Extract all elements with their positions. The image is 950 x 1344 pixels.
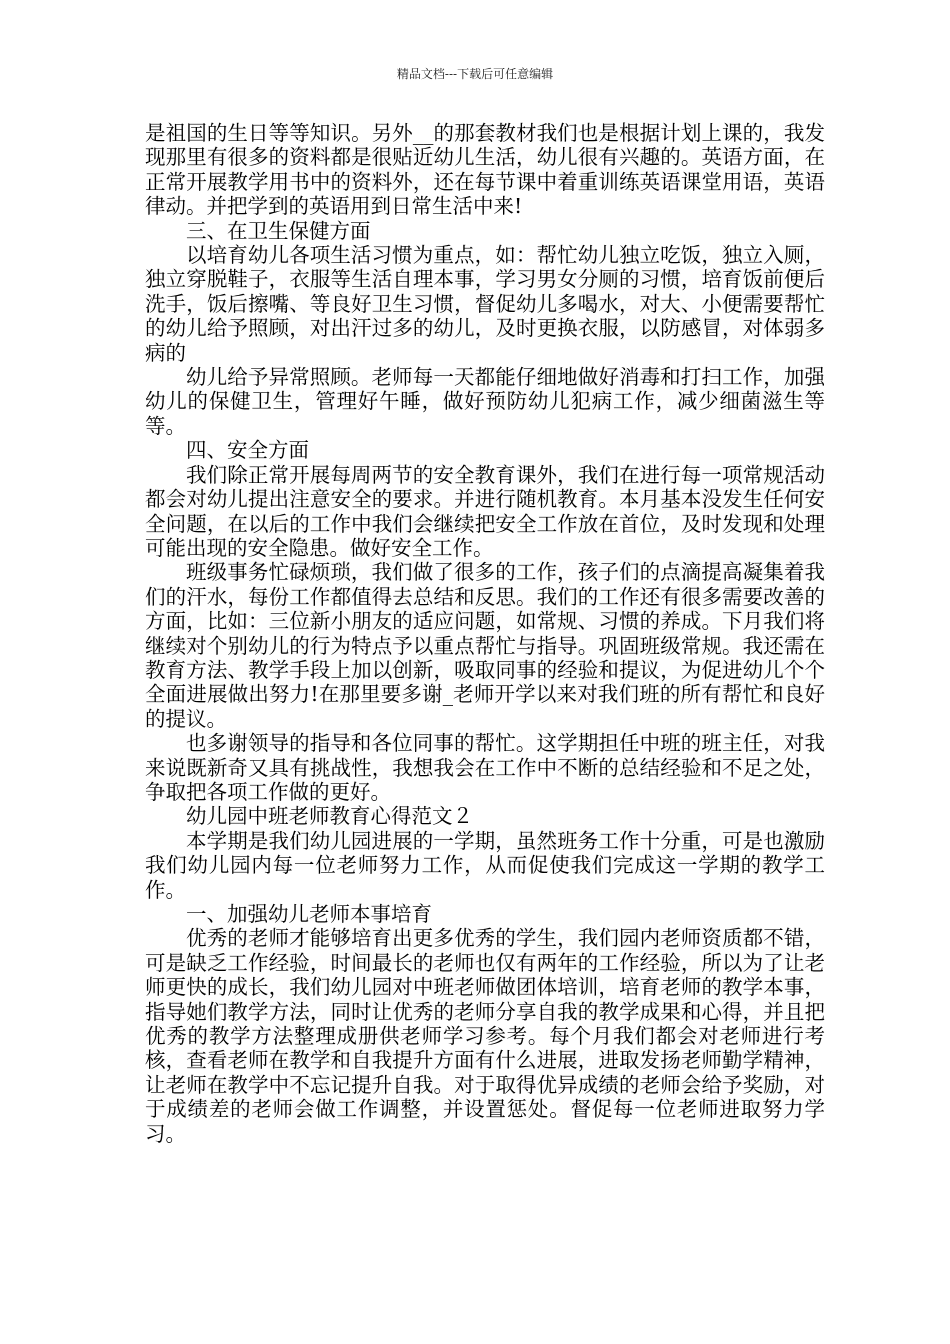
essay-title-2: 幼儿园中班老师教育心得范文２: [186, 804, 473, 829]
section-heading-hygiene: 三、在卫生保健方面: [186, 218, 371, 243]
paragraph-3: 以培育幼儿各项生活习惯为重点，如：帮忙幼儿独立吃饭，独立入厕，独立穿脱鞋子，衣服等生活自理本事，学习男女分厕的习惯，培育饭前便后洗手，饭后擦嘴、等良好卫生习惯，督促幼儿多喝水，对大、小便需要帮忙的幼儿给予照顾，对出汗过多的幼儿，及时更换衣服，以防感冒，对体弱多病的: [145, 243, 825, 365]
paragraph-12: 优秀的老师才能够培育出更多优秀的学生，我们园内老师资质都不错，可是缺乏工作经验，时间最长的老师也仅有两年的工作经验，所以为了让老师更快的成长，我们幼儿园对中班老师做团体培训，培育老师的教学本事，指导她们教学方法，同时让优秀的老师分享自我的教学成果和心得，并且把优秀的教学方法整理成册供老师学习参考。每个月我们都会对老师进行考核，查看老师在教学和自我提升方面有什么进展，进取发扬老师勤学精神，让老师在教学中不忘记提升自我。对于取得优异成绩的老师会给予奖励，对于成绩差的老师会做工作调整，并设置惩处。督促每一位老师进取努力学习。: [145, 926, 825, 1146]
paragraph-1: 是祖国的生日等等知识。另外__的那套教材我们也是根据计划上课的，我发现那里有很多的资料都是很贴近幼儿生活，幼儿很有兴趣的。英语方面，在正常开展教学用书中的资料外，还在每节课中着重训练英语课堂用语，英语律动。并把学到的英语用到日常生活中来!: [145, 121, 825, 219]
paragraph-4: 幼儿给予异常照顾。老师每一天都能仔细地做好消毒和打扫工作，加强幼儿的保健卫生，管理好午睡，做好预防幼儿犯病工作，减少细菌滋生等等。: [145, 365, 825, 438]
paragraph-8: 也多谢领导的指导和各位同事的帮忙。这学期担任中班的班主任，对我来说既新奇又具有挑战性，我想我会在工作中不断的总结经验和不足之处，争取把各项工作做的更好。: [145, 731, 825, 804]
paragraph-10: 本学期是我们幼儿园进展的一学期，虽然班务工作十分重，可是也激励我们幼儿园内每一位老师努力工作，从而促使我们完成这一学期的教学工作。: [145, 828, 825, 902]
section-heading-teacher-training: 一、加强幼儿老师本事培育: [186, 902, 432, 926]
paragraph-6: 我们除正常开展每周两节的安全教育课外，我们在进行每一项常规活动都会对幼儿提出注意安全的要求。并进行随机教育。本月基本没发生任何安全问题，在以后的工作中我们会继续把安全工作放在首位，及时发现和处理可能出现的安全隐患。做好安全工作。: [145, 462, 825, 560]
page-header: 精品文档---下载后可任意编辑: [396, 67, 554, 81]
section-heading-safety: 四、安全方面: [186, 438, 309, 463]
paragraph-7: 班级事务忙碌烦琐，我们做了很多的工作，孩子们的点滴提高凝集着我们的汗水，每份工作都值得去总结和反思。我们的工作还有很多需要改善的方面，比如：三位新小朋友的适应问题，如常规、习惯的养成。下月我们将继续对个别幼儿的行为特点予以重点帮忙与指导。巩固班级常规。我还需在教育方法、教学手段上加以创新，吸取同事的经验和提议，为促进幼儿个个全面进展做出努力!在那里要多谢_老师开学以来对我们班的所有帮忙和良好的提议。: [145, 560, 825, 731]
document-body: [145, 121, 825, 1146]
